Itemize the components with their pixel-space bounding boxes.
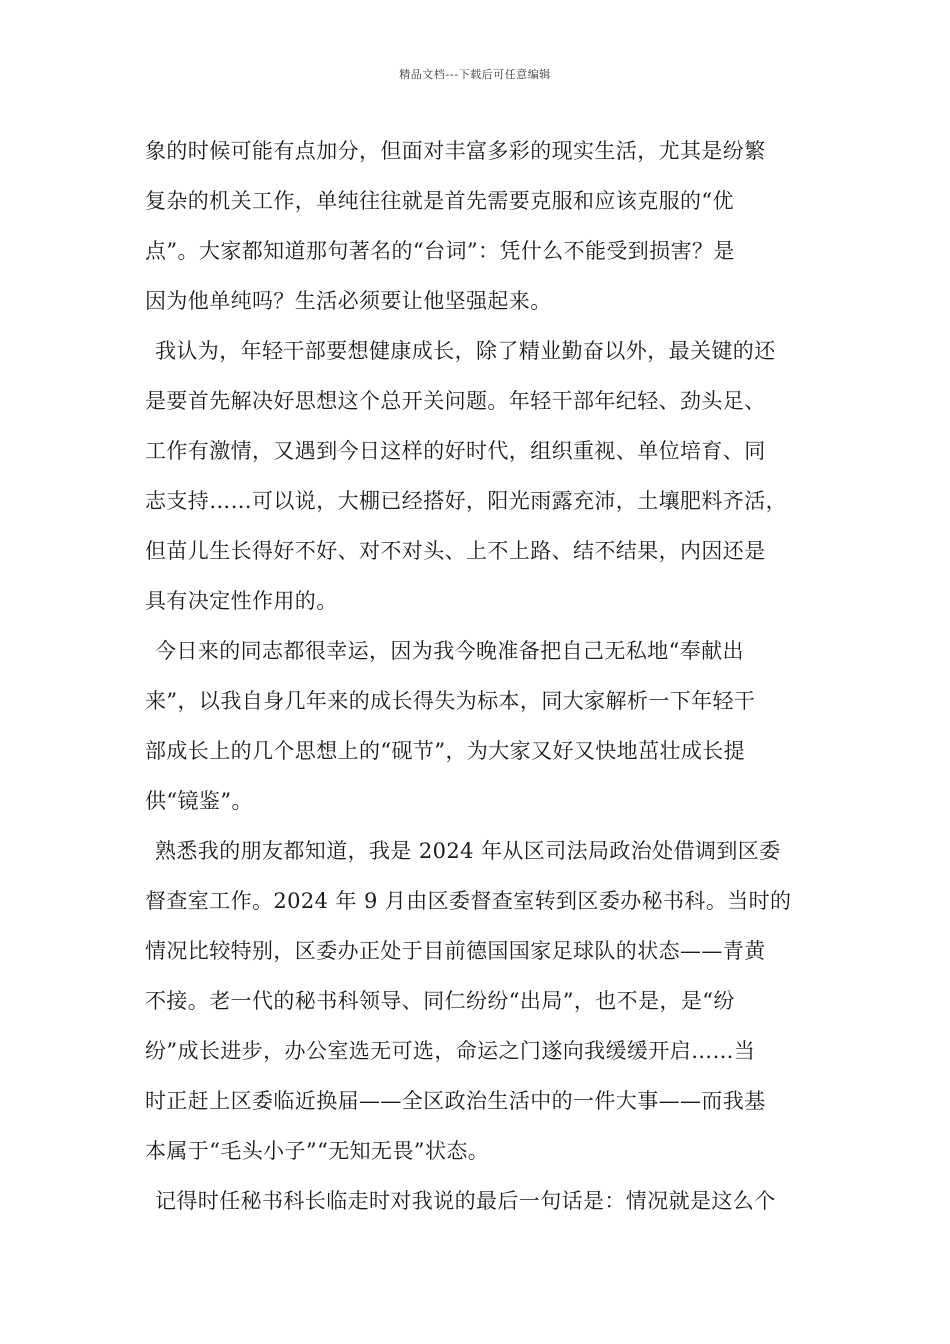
text-line: 熟悉我的朋友都知道，我是 2024 年从区司法局政治处借调到区委: [155, 839, 781, 863]
text-line: 我认为，年轻干部要想健康成长，除了精业勤奋以外，最关键的还: [155, 339, 776, 363]
text-line: 本属于“毛头小子”“无知无畏”状态。: [145, 1139, 490, 1163]
document-body: [145, 131, 810, 1231]
text-line: 今日来的同志都很幸运，因为我今晚准备把自己无私地“奉献出: [155, 639, 744, 663]
text-line: 复杂的机关工作，单纯往往就是首先需要克服和应该克服的“优: [145, 189, 734, 213]
text-line: 志支持……可以说，大棚已经搭好，阳光雨露充沛，土壤肥料齐活，: [145, 489, 787, 513]
text-line: 纷”成长进步，办公室选无可选，命运之门遂向我缓缓开启……当: [145, 1039, 756, 1063]
text-line: 情况比较特别，区委办正处于目前德国国家足球队的状态——青黄: [145, 939, 766, 963]
text-line: 是要首先解决好思想这个总开关问题。年轻干部年纪轻、劲头足、: [145, 389, 766, 413]
text-line: 时正赶上区委临近换届——全区政治生活中的一件大事——而我基: [145, 1089, 766, 1113]
text-line: 因为他单纯吗？生活必须要让他坚强起来。: [145, 289, 552, 313]
text-line: 来”，以我自身几年来的成长得失为标本，同大家解析一下年轻干: [145, 689, 756, 713]
text-line: 具有决定性作用的。: [145, 589, 338, 613]
text-line: 点”。大家都知道那句著名的“台词”：凭什么不能受到损害？是: [145, 239, 735, 263]
text-line: 工作有激情，又遇到今日这样的好时代，组织重视、单位培育、同: [145, 439, 766, 463]
text-line: 督查室工作。2024 年 9 月由区委督查室转到区委办秘书科。当时的: [145, 889, 792, 913]
text-line: 象的时候可能有点加分，但面对丰富多彩的现实生活，尤其是纷繁: [145, 139, 766, 163]
page-header: 精品文档---下载后可任意编辑: [399, 68, 551, 81]
text-line: 记得时任秘书科长临走时对我说的最后一句话是：情况就是这么个: [155, 1189, 776, 1213]
text-line: 不接。老一代的秘书科领导、同仁纷纷“出局”，也不是，是“纷: [145, 989, 735, 1013]
text-line: 部成长上的几个思想上的“砚节”，为大家又好又快地茁壮成长提: [145, 739, 746, 763]
text-line: 但苗儿生长得好不好、对不对头、上不上路、结不结果，内因还是: [145, 539, 766, 563]
text-line: 供“镜鉴”。: [145, 789, 253, 813]
